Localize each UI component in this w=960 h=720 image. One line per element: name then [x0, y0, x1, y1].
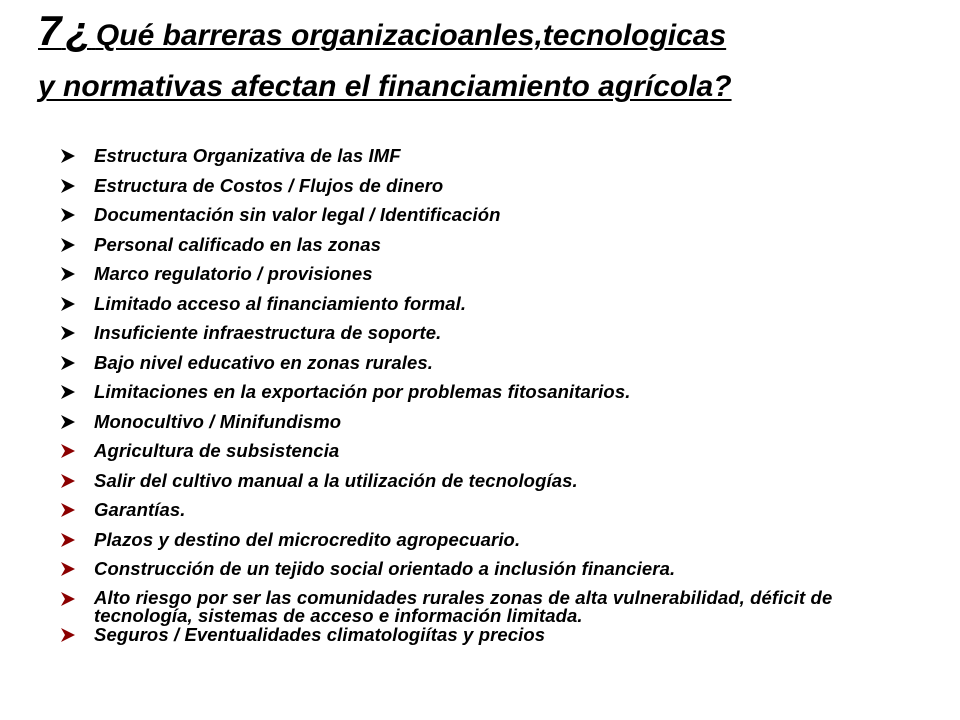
bullet-item: [60, 294, 920, 324]
arrow-bullet-icon: [60, 530, 94, 550]
bullet-list: [60, 146, 920, 654]
bullet-item: [60, 441, 920, 471]
arrow-bullet-icon: [60, 471, 94, 491]
bullet-text: Marco regulatorio / provisiones: [94, 263, 373, 284]
arrow-bullet-icon: [60, 146, 94, 166]
bullet-text: Monocultivo / Minifundismo: [94, 410, 342, 432]
bullet-text: Documentación sin valor legal / Identificación: [94, 204, 501, 225]
bullet-text: Plazos y destino del microcredito agropecuario.: [94, 528, 521, 550]
bullet-item: [60, 264, 920, 294]
bullet-item: [60, 146, 920, 176]
arrow-bullet-icon: [60, 589, 94, 609]
bullet-item: [60, 500, 920, 530]
arrow-bullet-icon: [60, 382, 94, 402]
title-line-2: y normativas afectan el financiamiento agrícola?: [38, 70, 732, 103]
arrow-bullet-icon: [60, 625, 94, 645]
bullet-item: [60, 176, 920, 206]
arrow-bullet-icon: [60, 323, 94, 343]
arrow-bullet-icon: [60, 412, 94, 432]
bullet-item: [60, 586, 920, 626]
arrow-bullet-icon: [60, 294, 94, 314]
bullet-item: [60, 530, 920, 560]
bullet-item: [60, 471, 920, 501]
bullet-text: Limitado acceso al financiamiento formal.: [94, 292, 467, 314]
bullet-item: [60, 235, 920, 265]
arrow-bullet-icon: [60, 205, 94, 225]
slide-title: [38, 8, 918, 110]
title-question-mark: ¿: [65, 7, 92, 54]
bullet-text: Alto riesgo por ser las comunidades rurales zonas de alta vulnerabilidad, déficit de tecnología, sistemas de acceso e información limitada.: [94, 586, 833, 626]
bullet-text: Salir del cultivo manual a la utilización de tecnologías.: [94, 469, 578, 491]
arrow-bullet-icon: [60, 235, 94, 255]
bullet-text: Agricultura de subsistencia: [94, 440, 340, 461]
bullet-item: [60, 625, 920, 655]
bullet-text: Garantías.: [94, 499, 186, 520]
bullet-text: Construcción de un tejido social orientado a inclusión financiera.: [94, 558, 676, 579]
bullet-text: Personal calificado en las zonas: [94, 233, 381, 255]
arrow-bullet-icon: [60, 353, 94, 373]
arrow-bullet-icon: [60, 264, 94, 284]
arrow-bullet-icon: [60, 500, 94, 520]
arrow-bullet-icon: [60, 559, 94, 579]
bullet-text: Limitaciones en la exportación por problemas fitosanitarios.: [94, 381, 631, 402]
bullet-text: Estructura Organizativa de las IMF: [94, 145, 401, 166]
arrow-bullet-icon: [60, 441, 94, 461]
bullet-item: [60, 559, 920, 589]
arrow-bullet-icon: [60, 176, 94, 196]
bullet-text: Bajo nivel educativo en zonas rurales.: [94, 351, 433, 373]
bullet-text: Insuficiente infraestructura de soporte.: [94, 322, 442, 343]
bullet-text: Seguros / Eventualidades climatologiítas y precios: [94, 623, 546, 645]
title-line-1: Qué barreras organizacioanles,tecnologicas: [95, 19, 727, 52]
title-number: 7: [38, 7, 62, 54]
bullet-item: [60, 412, 920, 442]
bullet-item: [60, 323, 920, 353]
bullet-item: [60, 353, 920, 383]
bullet-text: Estructura de Costos / Flujos de dinero: [94, 174, 444, 196]
bullet-item: [60, 205, 920, 235]
bullet-item: [60, 382, 920, 412]
